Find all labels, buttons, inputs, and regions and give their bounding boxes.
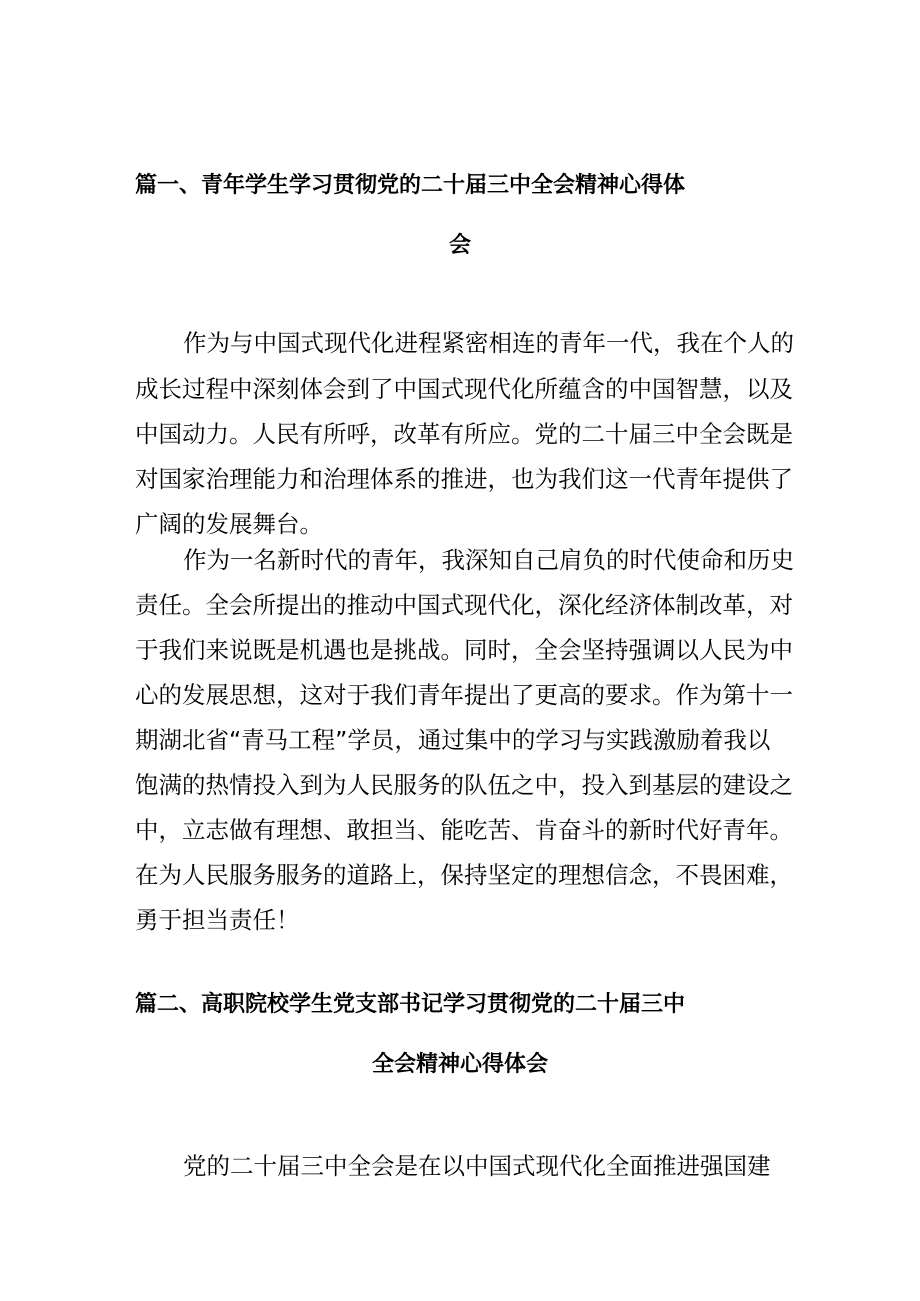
section1-para1-line1: 作为与中国式现代化进程紧密相连的青年一代，我在个人的 — [183, 329, 794, 357]
section1-para2-line7: 中，立志做有理想、敢担当、能吃苦、肯奋斗的新时代好青年。 — [135, 816, 793, 844]
section1-para2-line6: 饱满的热情投入到为人民服务的队伍之中，投入到基层的建设之 — [135, 771, 793, 799]
section1-para2-line9: 勇于担当责任！ — [135, 906, 300, 934]
section1-para2-line5: 期湖北省“青马工程”学员，通过集中的学习与实践激励着我以 — [135, 726, 771, 754]
section1-title-line1: 篇一、青年学生学习贯彻党的二十届三中全会精神心得体 — [135, 173, 686, 198]
section1-para2-line8: 在为人民服务服务的道路上，保持坚定的理想信念，不畏困难， — [135, 861, 793, 889]
section2-title-line2: 全会精神心得体会 — [371, 1052, 548, 1077]
section1-para1-line2: 成长过程中深刻体会到了中国式现代化所蕴含的中国智慧，以及 — [135, 375, 793, 403]
section1-para1-line3: 中国动力。人民有所呼，改革有所应。党的二十届三中全会既是 — [135, 420, 793, 448]
section1-para1-line5: 广阔的发展舞台。 — [135, 510, 323, 538]
section2-para1-line1: 党的二十届三中全会是在以中国式现代化全面推进强国建 — [183, 1152, 771, 1180]
section1-title-line2: 会 — [448, 233, 471, 258]
section2-title-line1: 篇二、高职院校学生党支部书记学习贯彻党的二十届三中 — [135, 992, 686, 1017]
section1-para2-line4: 心的发展思想，这对于我们青年提出了更高的要求。作为第十一 — [135, 681, 793, 709]
section1-para2-line2: 责任。全会所提出的推动中国式现代化，深化经济体制改革，对 — [135, 591, 793, 619]
section1-para2-line3: 于我们来说既是机遇也是挑战。同时，全会坚持强调以人民为中 — [135, 636, 793, 664]
section1-para1-line4: 对国家治理能力和治理体系的推进，也为我们这一代青年提供了 — [135, 465, 793, 493]
section1-para2-line1: 作为一名新时代的青年，我深知自己肩负的时代使命和历史 — [183, 546, 794, 574]
